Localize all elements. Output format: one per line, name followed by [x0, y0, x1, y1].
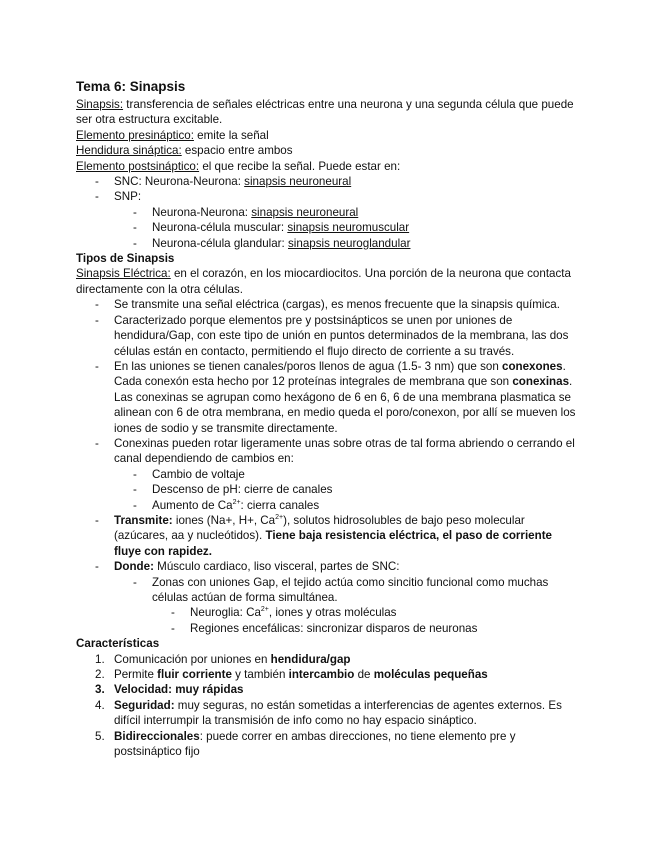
list-item-caracterizado	[76, 313, 576, 359]
list-item-text: : puede correr en ambas direcciones, no tiene elemento pre y postsináptico fijo	[114, 729, 516, 759]
bold-label: Transmite:	[114, 513, 173, 527]
bullet-dash: -	[95, 298, 99, 312]
list-item-snp-neurona	[76, 205, 576, 220]
list-item-snp	[76, 189, 576, 204]
list-number: 2.	[95, 668, 105, 682]
definition-hendidura	[76, 143, 576, 158]
list-item-uniones	[76, 359, 576, 436]
list-item-text: Neurona-célula muscular:	[152, 221, 288, 235]
bullet-dash: -	[95, 190, 99, 204]
numbered-item-4	[76, 698, 576, 729]
numbered-item-1	[76, 652, 576, 667]
numbered-item-5	[76, 729, 576, 760]
list-item-text: Neurona-Neurona:	[152, 205, 252, 219]
bold-text: fluir corriente	[157, 668, 232, 682]
list-item-text: Zonas con uniones Gap, el tejido actúa como sincitio funcional como muchas células actúan de forma simultánea.	[152, 575, 549, 604]
list-item-snc	[76, 174, 576, 189]
list-number: 1.	[95, 652, 105, 666]
list-item-text: Regiones encefálicas: sincronizar disparos de neuronas	[190, 621, 478, 635]
list-item-text: SNP:	[114, 190, 142, 204]
list-item-transmite	[76, 513, 576, 559]
list-item-text: iones (Na+, H+, Ca	[172, 513, 276, 527]
term-presinaptico: Elemento presináptico:	[76, 128, 194, 142]
term-electrica: Sinapsis Eléctrica:	[76, 267, 171, 281]
bullet-dash: -	[133, 236, 137, 250]
definition-text: en el corazón, en los miocardiocitos. Una porción de la neurona que contacta directamente con la otra células.	[76, 267, 571, 296]
term-sinapsis: Sinapsis:	[76, 98, 124, 111]
list-item-calcio	[76, 498, 576, 513]
bullet-dash: -	[133, 467, 137, 481]
bullet-dash: -	[95, 513, 99, 527]
list-item-conexinas	[76, 436, 576, 467]
superscript: 2+	[275, 513, 284, 521]
list-item-text: y también	[231, 668, 289, 682]
list-number: 3.	[95, 683, 105, 697]
document-page	[76, 78, 576, 759]
list-number: 4.	[95, 698, 105, 712]
list-item-text: de	[354, 668, 374, 682]
list-item-regiones	[76, 621, 576, 636]
bold-label: Bidireccionales	[114, 729, 200, 743]
list-item-text: Conexinas pueden rotar ligeramente unas sobre otras de tal forma abriendo o cerrando el canal dependiendo de cambios en:	[114, 436, 575, 466]
bullet-dash: -	[133, 575, 137, 589]
list-item-text: Descenso de pH: cierre de canales	[152, 483, 333, 497]
list-item-text: . Cada conexón esta hecho por 12 proteínas integrales de membrana que son	[114, 359, 566, 389]
bold-label: Donde:	[114, 560, 154, 574]
term-link: sinapsis neuroglandular	[288, 236, 411, 250]
bullet-dash: -	[133, 483, 137, 497]
list-item-text: muy seguras, no están sometidas a interferencias de agentes externos. Es difícil interrumpir la transmisión de info como no hay espacio sináptico.	[114, 698, 562, 728]
bold-text: conexones	[502, 359, 563, 373]
bullet-dash: -	[95, 436, 99, 450]
list-item-snp-muscular	[76, 220, 576, 235]
term-hendidura: Hendidura sináptica:	[76, 144, 182, 158]
list-item-text: Cambio de voltaje	[152, 467, 245, 481]
list-item-text: Permite	[114, 668, 158, 682]
bullet-dash: -	[171, 621, 175, 635]
bold-text: conexinas	[512, 375, 570, 389]
bullet-dash: -	[95, 359, 99, 373]
list-item-text: Caracterizado porque elementos pre y postsinápticos se unen por uniones de hendidura/Gap, con este tipo de unión en puntos determinados de la membrana, las dos células están en contacto, permitiendo el flujo directo de corriente a su través.	[114, 313, 569, 358]
bullet-dash: -	[95, 560, 99, 574]
list-item-text: , iones y otras moléculas	[268, 606, 397, 620]
superscript: 2+	[232, 498, 241, 506]
term-link: sinapsis neuroneural	[251, 205, 359, 219]
list-item-zonas-gap	[76, 575, 576, 606]
definition-presinaptico	[76, 128, 576, 143]
section-heading-caracteristicas: Características	[76, 637, 160, 651]
list-item-senal	[76, 297, 576, 312]
definition-electrica	[76, 266, 576, 297]
bold-label: Seguridad:	[114, 698, 175, 712]
bullet-dash: -	[133, 498, 137, 512]
numbered-item-3	[76, 682, 576, 697]
definition-text: transferencia de señales eléctricas entre una neurona y una segunda célula que puede ser otra estructura excitable.	[76, 98, 574, 127]
definition-text: el que recibe la señal. Puede estar en:	[199, 159, 401, 173]
definition-text: espacio entre ambos	[181, 144, 293, 158]
list-item-text: Neurona-célula glandular:	[152, 236, 288, 250]
bold-text: Tiene baja resistencia eléctrica, el paso de corriente fluye con rapidez.	[114, 529, 553, 558]
bold-text: hendidura/gap	[270, 652, 351, 666]
bold-text: moléculas pequeñas	[373, 668, 488, 682]
term-link: sinapsis neuromuscular	[287, 221, 410, 235]
definition-text: emite la señal	[193, 128, 269, 142]
definition-postsinaptico	[76, 159, 576, 174]
list-item-text: Velocidad: muy rápidas	[114, 683, 244, 697]
section-heading-tipos: Tipos de Sinapsis	[76, 252, 175, 266]
definition-sinapsis	[76, 97, 576, 128]
list-item-text: Músculo cardiaco, liso visceral, partes de SNC:	[153, 560, 400, 574]
list-item-text: SNC: Neurona-Neurona:	[114, 175, 245, 189]
list-item-text: Neuroglia: Ca	[190, 606, 261, 620]
list-item-text: Comunicación por uniones en	[114, 652, 271, 666]
superscript: 2+	[260, 606, 269, 614]
bold-text: intercambio	[288, 668, 355, 682]
list-number: 5.	[95, 729, 105, 743]
list-item-neuroglia	[76, 605, 576, 620]
term-link: sinapsis neuroneural	[244, 175, 352, 189]
list-item-text: En las uniones se tienen canales/poros llenos de agua (1.5- 3 nm) que son	[114, 359, 502, 373]
bullet-dash: -	[133, 221, 137, 235]
list-item-ph	[76, 482, 576, 497]
list-item-text: Se transmite una señal eléctrica (cargas), es menos frecuente que la sinapsis química.	[114, 298, 560, 312]
list-item-text: Aumento de Ca	[152, 498, 233, 512]
bullet-dash: -	[95, 313, 99, 327]
list-item-voltaje	[76, 467, 576, 482]
list-item-donde	[76, 559, 576, 574]
page-title: Tema 6: Sinapsis	[76, 79, 186, 94]
term-postsinaptico: Elemento postsináptico:	[76, 159, 200, 173]
list-item-text: : cierra canales	[240, 498, 320, 512]
list-item-text: . Las conexinas se agrupan como hexágono de 6 en 6, 6 de una membrana plasmatica se alinean con 6 de otra membrana, en medio queda el poro/conexon, por allí se mueven los iones de sodio y se transmite directamente.	[114, 375, 576, 435]
numbered-item-2	[76, 667, 576, 682]
list-item-text: ), solutos hidrosolubles de bajo peso molecular (azúcares, aa y nucleótidos).	[114, 513, 525, 543]
list-item-snp-glandular	[76, 236, 576, 251]
bullet-dash: -	[95, 175, 99, 189]
bullet-dash: -	[133, 205, 137, 219]
bullet-dash: -	[171, 606, 175, 620]
